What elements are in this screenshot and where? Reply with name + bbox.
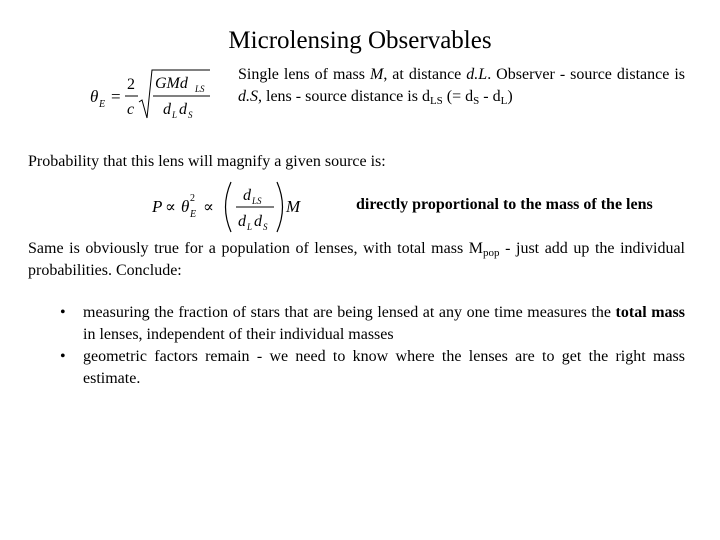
bullet-dot-icon: • [60,304,66,321]
radicand-numerator: GMd [155,75,188,92]
distance-ratio-denominator-b: d [254,213,262,230]
distance-ratio-denominator-a: d [238,213,246,230]
distance-ratio-denominator-a-subscript: L [247,222,253,232]
lens-distance-symbol: d.L [466,66,488,83]
radicand-denominator-b: d [179,101,187,118]
distance-ratio-denominator-b-subscript: S [263,222,268,232]
theta-subscript: E [99,99,106,110]
radicand-denominator-a-subscript: L [172,110,178,120]
radicand-numerator-subscript: LS [195,84,205,94]
bullet-item-total-mass: • measuring the fraction of stars that are being lensed at any one time measures the total mass in lenses, independent of their individual masses [60,304,685,343]
slide-title: Microlensing Observables [228,27,492,54]
total-mass-emphasis: total mass [615,304,685,321]
radicand-denominator-b-subscript: S [188,110,193,120]
proportional-sign-1: ∝ [165,199,176,216]
source-distance-symbol: d.S [238,88,258,105]
theta-e-exponent: 2 [190,193,195,204]
coefficient-denominator: c [127,101,135,118]
proportional-sign-2: ∝ [203,199,214,216]
equals-sign: = [111,87,121,106]
distance-ratio-numerator-subscript: LS [252,196,262,206]
radicand-denominator-a: d [163,101,171,118]
bullet-item-geometric-factors: • geometric factors remain - we need to know where the lenses are to get the right mass estimate. [60,348,685,387]
conclusion-statement: directly proportional to the mass of the lens [356,196,653,213]
theta-e-symbol: θ [181,197,190,216]
theta-e-subscript: E [190,209,197,220]
left-parenthesis [226,182,232,232]
conclusion-bullet-list [60,302,685,390]
probability-symbol: P [152,197,163,216]
bullet-dot-icon: • [60,348,66,365]
distance-ratio-numerator: d [243,187,251,204]
right-parenthesis [277,182,283,232]
einstein-angle-equation [86,66,216,124]
mass-symbol: M [369,66,384,83]
lens-mass-symbol: M [286,197,301,216]
theta-symbol: θ [90,87,99,106]
probability-statement: Probability that this lens will magnify a given source is: [28,153,386,170]
population-paragraph: Same is obviously true for a population of lenses, with total mass $M_{pop}$ - just add up the individual probabilities. Conclude: [28,240,685,279]
intro-paragraph: Single lens of mass M, at distance d.L. Observer - source distance is d.S, lens - source distance is $d_{LS}$ (= $d_S - d_L$) [238,66,685,107]
probability-equation [148,176,308,238]
coefficient-numerator: 2 [127,76,135,93]
